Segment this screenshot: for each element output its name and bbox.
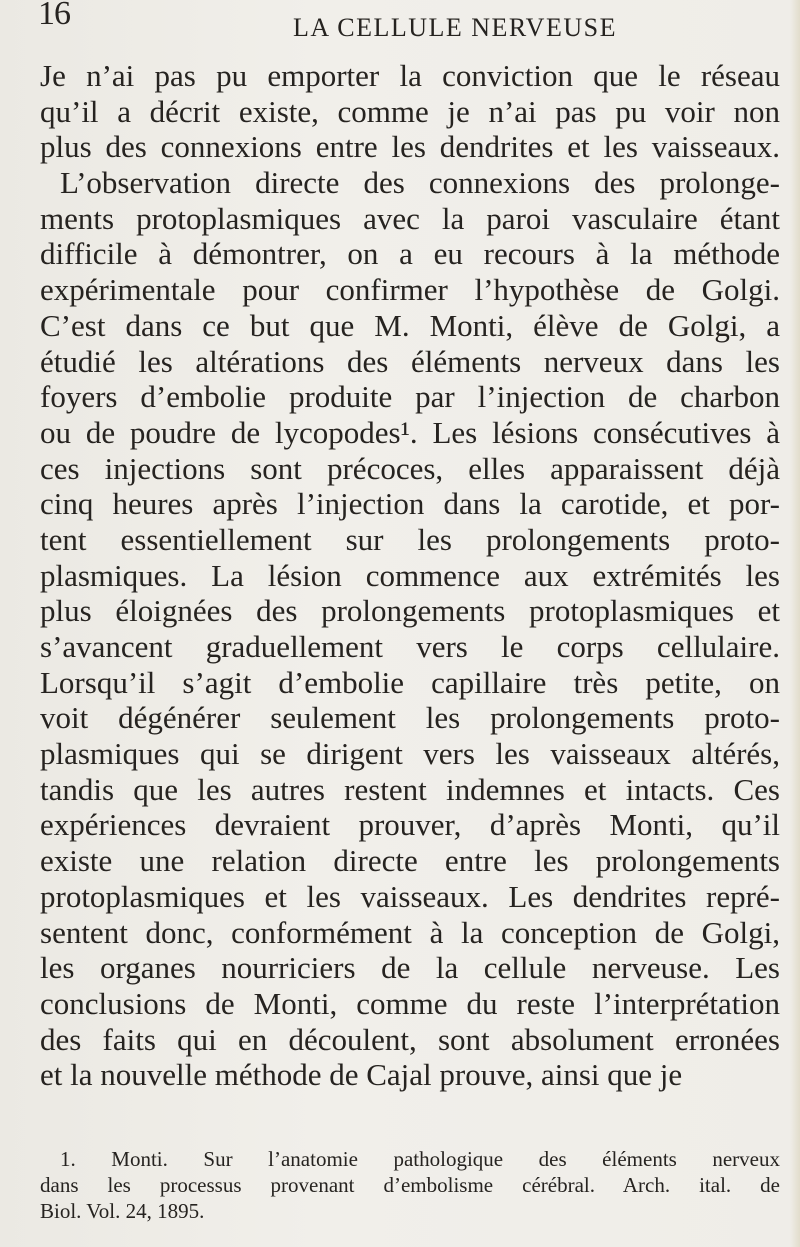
text-line: difficile à démontrer, on a eu recours à la méthode	[40, 236, 780, 272]
text-line: tent essentiellement sur les prolongements proto-	[40, 521, 780, 557]
text-line: plus éloignées des prolongements protoplasmiques et	[40, 593, 780, 629]
running-head: LA CELLULE NERVEUSE	[293, 13, 617, 42]
footnote-line: 1. Monti. Sur l’anatomie pathologique des éléments nerveux	[60, 1147, 780, 1171]
text-line: s’avancent graduellement vers le corps cellulaire.	[40, 629, 780, 664]
text-line: tandis que les autres restent indemnes et intacts. Ces	[40, 771, 780, 807]
text-line: ou de poudre de lycopodes¹. Les lésions consécutives à	[40, 414, 780, 450]
text-line: expériences devraient prouver, d’après Monti, qu’il	[40, 807, 780, 843]
text-line: Je n’ai pas pu emporter la conviction que le réseau	[40, 58, 780, 93]
text-line: plasmiques qui se dirigent vers les vaisseaux altérés,	[40, 736, 780, 772]
text-line: protoplasmiques et les vaisseaux. Les dendrites repré-	[40, 878, 780, 914]
text-line: cinq heures après l’injection dans la carotide, et por-	[40, 486, 780, 522]
footnote-line: dans les processus provenant d’embolisme cérébral. Arch. ital. de	[40, 1173, 780, 1197]
text-line: expérimentale pour confirmer l’hypothèse de Golgi.	[40, 272, 780, 308]
text-line: les organes nourriciers de la cellule nerveuse. Les	[40, 950, 780, 986]
page-edge-shading	[790, 0, 800, 1247]
text-line: conclusions de Monti, comme du reste l’interprétation	[40, 985, 780, 1021]
text-line: plasmiques. La lésion commence aux extrémités les	[40, 557, 780, 593]
text-line: ments protoplasmiques avec la paroi vasculaire étant	[40, 200, 780, 236]
text-line: C’est dans ce but que M. Monti, élève de Golgi, a	[40, 307, 780, 343]
main-text	[40, 58, 780, 1093]
text-line: étudié les altérations des éléments nerveux dans les	[40, 343, 780, 379]
text-line: existe une relation directe entre les prolongements	[40, 843, 780, 879]
text-line: ces injections sont précoces, elles apparaissent déjà	[40, 450, 780, 486]
text-line: et la nouvelle méthode de Cajal prouve, ainsi que je	[40, 1057, 683, 1093]
page-number: 16	[38, 0, 70, 32]
text-line: L’observation directe des connexions des prolonge-	[60, 165, 780, 201]
text-line: plus des connexions entre les dendrites et les vaisseaux.	[40, 129, 780, 165]
text-line: qu’il a décrit existe, comme je n’ai pas pu voir non	[40, 93, 780, 129]
footnote	[40, 1146, 780, 1224]
text-line: foyers d’embolie produite par l’injection de charbon	[40, 379, 780, 415]
page-header	[38, 0, 778, 56]
text-line: Lorsqu’il s’agit d’embolie capillaire très petite, on	[40, 664, 780, 700]
text-line: sentent donc, conformément à la conception de Golgi,	[40, 914, 780, 950]
text-line: des faits qui en découlent, sont absolument erronées	[40, 1021, 780, 1057]
footnote-line: Biol. Vol. 24, 1895.	[40, 1199, 205, 1223]
text-line: voit dégénérer seulement les prolongements proto-	[40, 700, 780, 736]
